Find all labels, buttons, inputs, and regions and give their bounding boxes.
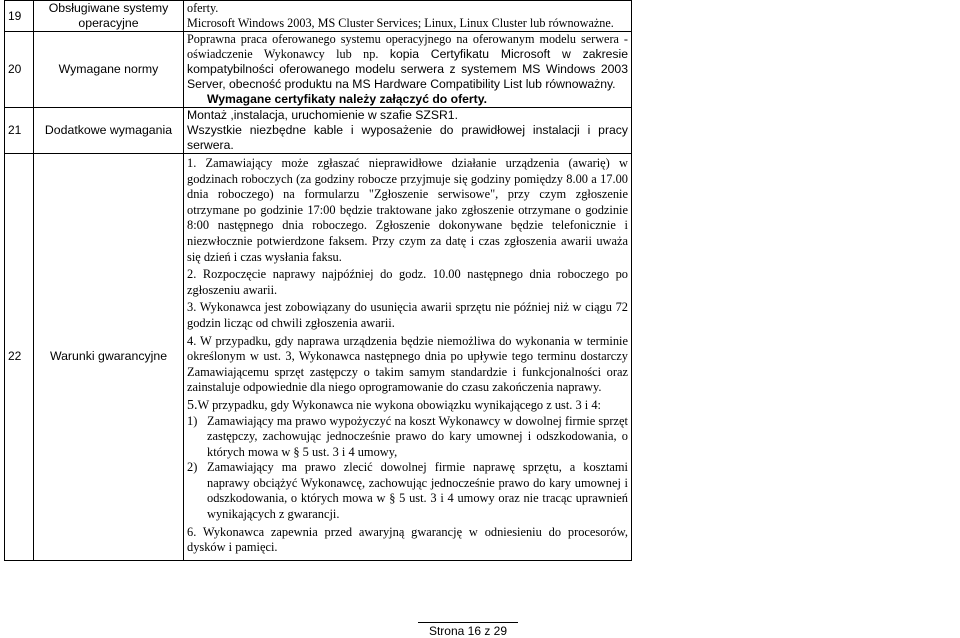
warranty-point-3: 3. Wykonawca jest zobowiązany do usunięcia awarii sprzętu nie później niż w ciągu 72 godzin licząc od chwili zgłoszenia awarii. — [187, 300, 628, 330]
warranty-point-5 — [187, 398, 628, 414]
table-row — [5, 32, 632, 108]
warranty-point-1: 1. Zamawiający może zgłaszać nieprawidłowe działanie urządzenia (awarię) w godzinach roboczych (za godziny robocze przyjmuje się godziny pomiędzy 8.00 a 17.00 dnia roboczego) na formularzu "Zgłoszenie serwisowe", przy czym zgłoszenie otrzymane po godzinie 17:00 będzie traktowane jako zgłoszenie otrzymane o godzinie 8:00 następnego dnia roboczego. Zgłoszenie dokonywane będzie telefonicznie i niezwłocznie potwierdzone faksem. Przy czym za datę i czas zgłoszenia awarii uważa się dzień i czas wysłania faksu. — [187, 156, 628, 264]
text-line: oferty. — [187, 1, 219, 15]
warranty-point-6: 6. Wykonawca zapewnia przed awaryjną gwarancję w odniesieniu do procesorów, dysków i pamięci. — [187, 524, 628, 555]
point-number: 5. — [187, 397, 198, 413]
specification-table — [4, 0, 632, 561]
text-sans: kopia Certyfikatu Microsoft w zakresie kompatybilności oferowanego modelu serwera z systemem MS Windows 2003 Server, obecność produktu na MS Hardware Compatibility List lub równoważny. — [187, 47, 629, 91]
text-line: Montaż ,instalacja, uruchomienie w szafie SZSR1. — [187, 108, 458, 122]
certificate-note: Wymagane certyfikaty należy załączyć do oferty. — [207, 92, 487, 106]
table-row — [5, 1, 632, 32]
item-text: Zamawiający ma prawo wypożyczyć na koszt Wykonawcy w dowolnej firmie sprzęt zastępczy, zachowując jednocześnie prawo do kary umownej i odszkodowania, o których mowa w § 5 ust. 3 i 4 umowy, — [207, 413, 628, 459]
list-item — [187, 414, 628, 461]
text-line: Microsoft Windows 2003, MS Cluster Services; Linux, Linux Cluster lub równoważne. — [187, 16, 614, 30]
requirement-name: Obsługiwane systemy operacyjne — [34, 1, 184, 32]
item-number: 2) — [187, 460, 198, 475]
warranty-terms — [184, 154, 632, 561]
row-number: 19 — [5, 1, 34, 32]
text-line: Wszystkie niezbędne kable i wyposażenie do prawidłowej instalacji i pracy serwera. — [187, 123, 628, 152]
requirement-name: Warunki gwarancyjne — [34, 154, 184, 561]
warranty-point-4: 4. W przypadku, gdy naprawa urządzenia będzie niemożliwa do wykonania w terminie określonym w ust. 3, Wykonawca następnego dnia po upływie tego terminu dostarczy Zamawiającemu sprzęt zastępczy o takim samym standardzie i funkcjonalności oraz zainstaluje odpowiednie dla niego oprogramowanie do czasu zakończenia naprawy. — [187, 333, 628, 395]
item-text: Zamawiający ma prawo zlecić dowolnej firmie naprawę sprzętu, a kosztami naprawy obciążyć Wykonawcę, zachowując jednocześnie prawo do kary umownej i odszkodowania, o których mowa w § 5 ust. 3 i 4 umowy oraz nie tracąc uprawnień wynikających z gwarancji. — [207, 460, 628, 522]
text-serif: Poprawna praca oferowanego systemu operacyjnego na oferowanym modelu serwera -oświadczenie Wykonawcy lub np. — [187, 32, 628, 61]
page-number: Strona 16 z 29 — [428, 624, 508, 638]
item-number: 1) — [187, 413, 198, 428]
requirement-name: Wymagane normy — [34, 32, 184, 108]
page-footer — [418, 622, 518, 637]
warranty-point-2: 2. Rozpoczęcie naprawy najpóźniej do godz. 10.00 następnego dnia roboczego po zgłoszeniu awarii. — [187, 267, 628, 297]
point-text: W przypadku, gdy Wykonawca nie wykona obowiązku wynikającego z ust. 3 i 4: — [197, 397, 601, 412]
requirement-text — [184, 32, 632, 108]
requirement-name: Dodatkowe wymagania — [34, 108, 184, 154]
row-number: 21 — [5, 108, 34, 154]
row-number: 22 — [5, 154, 34, 561]
requirement-text — [184, 108, 632, 154]
paragraph — [187, 32, 628, 92]
table-row — [5, 108, 632, 154]
requirement-text — [184, 1, 632, 32]
warranty-subpoints — [187, 414, 628, 523]
row-number: 20 — [5, 32, 34, 108]
table-row — [5, 154, 632, 561]
list-item — [187, 460, 628, 522]
